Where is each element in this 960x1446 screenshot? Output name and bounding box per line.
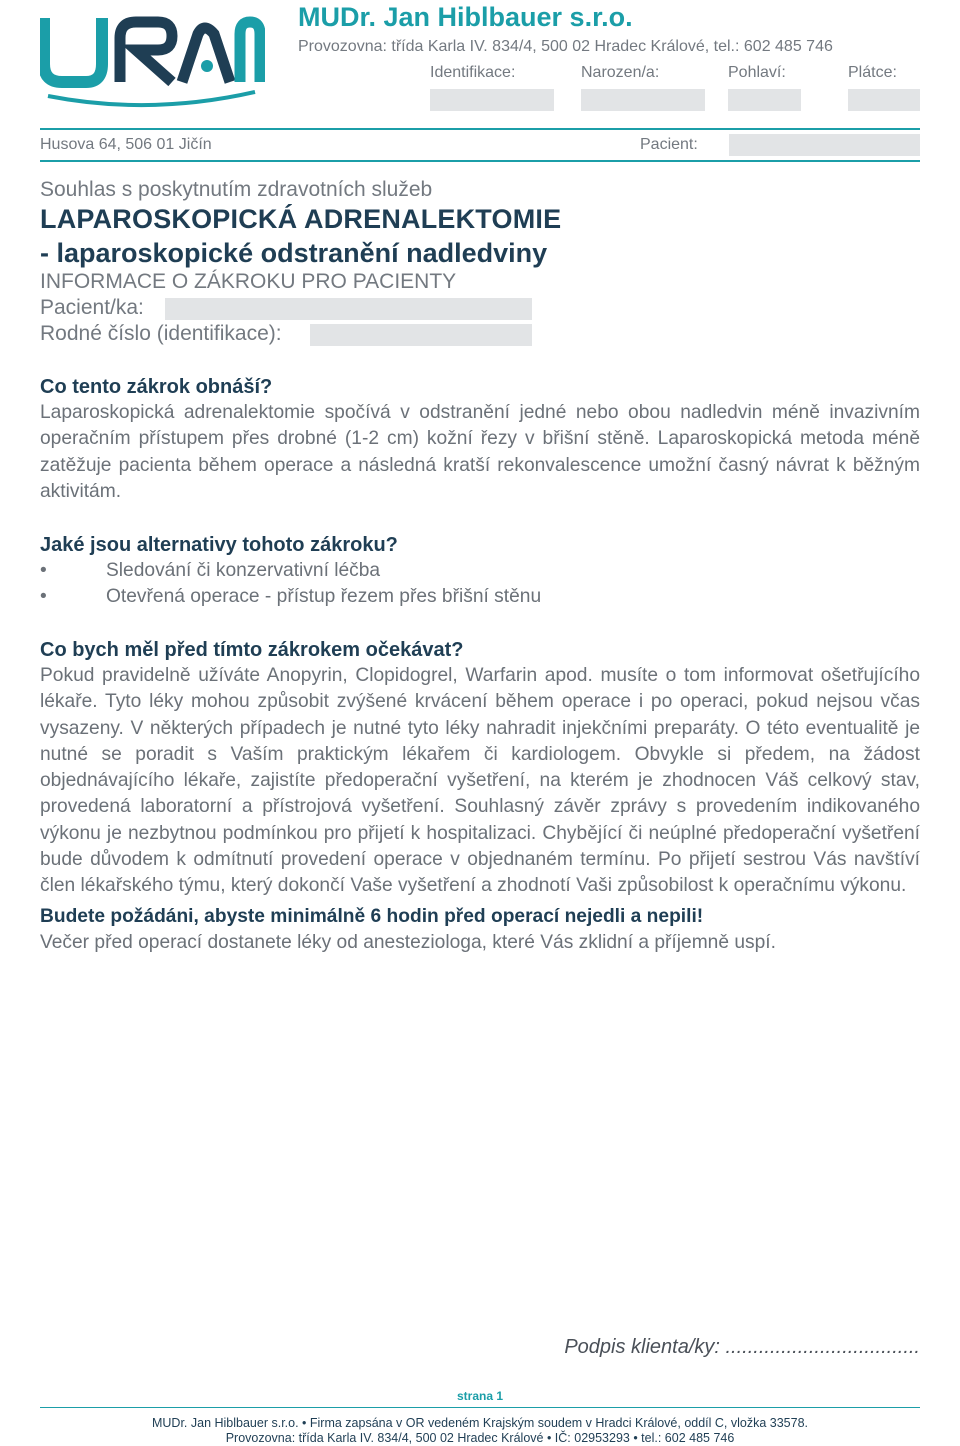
uran-logo-icon [40, 4, 265, 114]
company-name: MUDr. Jan Hiblbauer s.r.o. [298, 2, 633, 32]
list-item-text: Sledování či konzervativní léčba [106, 560, 381, 581]
clinic-address: Husova 64, 506 01 Jičín [40, 136, 212, 153]
identifikace-field[interactable] [430, 89, 554, 111]
procedure-title: LAPAROSKOPICKÁ ADRENALEKTOMIE [40, 204, 562, 234]
id-label: Rodné číslo (identifikace): [40, 322, 282, 345]
provozovna-address: Provozovna: třída Karla IV. 834/4, 500 02 Hradec Králové, tel.: 602 485 746 [298, 38, 833, 55]
platce-field[interactable] [848, 89, 920, 111]
patient-name-field[interactable] [165, 298, 532, 320]
section-heading: Co bych měl před tímto zákrokem očekávat? [40, 639, 464, 661]
section-heading: Co tento zákrok obnáší? [40, 376, 273, 398]
footer-divider [40, 1407, 920, 1408]
section-heading: Jaké jsou alternativy tohoto zákroku? [40, 534, 398, 556]
info-heading: INFORMACE O ZÁKROKU PRO PACIENTY [40, 270, 457, 293]
page-number: strana 1 [456, 1389, 504, 1403]
section-text: Laparoskopická adrenalektomie spočívá v odstranění jedné nebo obou nadledvin méně invazivním operačním přístupem přes drobné (1-2 cm) kožní řezy v břišní stěně. Laparoskopická metoda méně zatěžuje pacienta během operace a následná kratší rekonvalescence umožní časný návrat k běžným aktivitám. [40, 402, 920, 502]
footer-address: Provozovna: třída Karla IV. 834/4, 500 02 Hradec Králové • IČ: 02953293 • tel.: 602 485 746 [225, 1431, 735, 1445]
section-text: Pokud pravidelně užíváte Anopyrin, Clopidogrel, Warfarin apod. musíte o tom informovat ošetřujícího lékaře. Tyto léky mohou způsobit zvýšené krvácení během operace i po operaci, pokud nejsou včas vysazeny. V některých případech je nutné tyto léky nahradit injekčními preparáty. O této eventualitě je nutné se poradit s Vaším praktickým lékařem či kardiologem. Obvykle si předem, na žádost objednávajícího lékaře, zajistíte předoperační vyšetření, na kterém je zhodnocen Váš celkový stav, provedená laboratorní a přístrojová vyšetření. Souhlasný závěr zprávy s provedením indikovaného výkonu je nezbytnou podmínkou pro přijetí k hospitalizaci. Chybějící či neúplné předoperační vyšetření bude důvodem k odmítnutí provedení operace v objednaném termínu. Po přijetí sestrou Vás navštíví člen lékařského týmu, který dokončí Vaše vyšetření a zhodnotí Vaši způsobilost k operačnímu výkonu. [40, 665, 920, 897]
header-divider-top [40, 128, 920, 130]
list-item [40, 558, 920, 584]
patient-label: Pacient/ka: [40, 296, 144, 319]
narozen-label: Narozen/a: [581, 64, 660, 81]
list-item-text: Otevřená operace - přístup řezem přes břišní stěnu [106, 586, 542, 608]
id-number-field[interactable] [310, 324, 532, 346]
header-divider-bottom [40, 160, 920, 162]
list-item [40, 584, 920, 610]
pohlavi-field[interactable] [728, 89, 801, 111]
pacient-label: Pacient: [640, 136, 698, 153]
consent-heading: Souhlas s poskytnutím zdravotních služeb [40, 178, 433, 201]
footer-company: MUDr. Jan Hiblbauer s.r.o. • Firma zapsána v OR vedeném Krajským soudem v Hradci Králové, oddíl C, vložka 33578. [151, 1416, 809, 1430]
pohlavi-label: Pohlaví: [728, 64, 786, 81]
bullet-icon: • [40, 586, 47, 608]
section-alternatives [40, 534, 920, 611]
bullet-icon: • [40, 560, 47, 581]
section-what [40, 376, 920, 505]
fasting-warning: Budete požádáni, abyste minimálně 6 hodin před operací nejedli a nepili! [40, 905, 704, 927]
procedure-subtitle: - laparoskopické odstranění nadledviny [40, 238, 548, 268]
signature-line[interactable]: Podpis klienta/ky: ................................... [564, 1336, 920, 1358]
narozen-field[interactable] [581, 89, 705, 111]
section-expectations [40, 639, 920, 956]
identifikace-label: Identifikace: [430, 64, 516, 81]
evening-note: Večer před operací dostanete léky od anesteziologa, které Vás zklidní a příjemně uspí. [40, 931, 776, 953]
platce-label: Plátce: [848, 64, 897, 81]
pacient-field[interactable] [729, 134, 920, 156]
